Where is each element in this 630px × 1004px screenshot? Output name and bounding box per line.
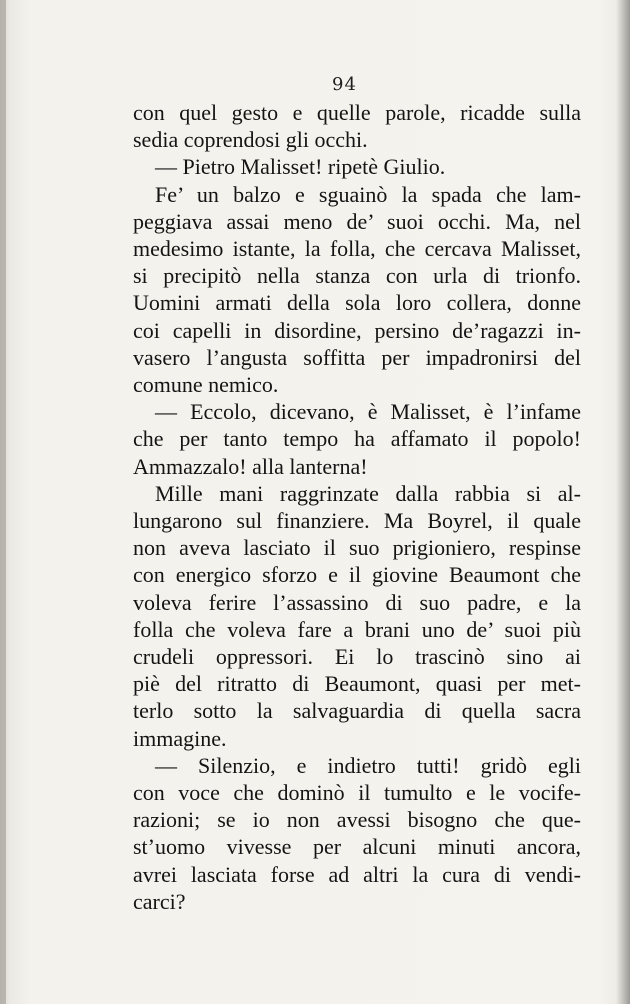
text-line: voleva ferire l’assassino di suo padre, e la xyxy=(133,589,581,615)
text-line: medesimo istante, la folla, che cercava Malisset, xyxy=(133,236,581,262)
text-line: Fe’ un balzo e sguainò la spada che lam- xyxy=(155,181,581,207)
text-line: lungarono sul finanziere. Ma Boyrel, il quale xyxy=(133,508,581,534)
text-line: peggiava assai meno de’ suoi occhi. Ma, nel xyxy=(133,208,581,234)
body-text xyxy=(133,99,581,915)
page-right-edge-shadow xyxy=(616,0,630,1004)
text-line: terlo sotto la salvaguardia di quella sacra xyxy=(133,698,581,724)
text-line: non aveva lasciato il suo prigioniero, respinse xyxy=(133,535,581,561)
text-line: si precipitò nella stanza con urla di trionfo. xyxy=(133,263,581,289)
text-line: folla che voleva fare a brani uno de’ suoi più xyxy=(133,616,581,642)
text-line: con quel gesto e quelle parole, ricadde sulla xyxy=(133,100,581,125)
text-line: — Pietro Malisset! ripetè Giulio. xyxy=(155,154,446,180)
page-number: 94 xyxy=(332,74,357,95)
text-line: razioni; se io non avessi bisogno che que- xyxy=(133,807,581,833)
text-line: Mille mani raggrinzate dalla rabbia si al- xyxy=(155,480,581,506)
text-line: crudeli oppressori. Ei lo trascinò sino ai xyxy=(133,644,581,670)
text-line: — Silenzio, e indietro tutti! gridò egli xyxy=(155,752,581,778)
text-line: st’uomo vivesse per alcuni minuti ancora, xyxy=(133,834,581,860)
text-line: vasero l’angusta soffitta per impadronirsi del xyxy=(133,344,581,370)
text-line: che per tanto tempo ha affamato il popolo! xyxy=(133,426,581,452)
text-line: avrei lasciata forse ad altri la cura di vendi- xyxy=(133,861,581,887)
text-line: Ammazzalo! alla lanterna! xyxy=(133,453,368,479)
text-line: con energico sforzo e il giovine Beaumont che xyxy=(133,562,581,588)
text-line: sedia coprendosi gli occhi. xyxy=(133,127,368,153)
text-line: coi capelli in disordine, persino de’ragazzi in- xyxy=(133,317,581,343)
page-left-edge xyxy=(0,0,6,1004)
text-line: Uomini armati della sola loro collera, donne xyxy=(133,290,581,316)
text-line: con voce che dominò il tumulto e le vocife- xyxy=(133,780,581,806)
text-line: piè del ritratto di Beaumont, quasi per met- xyxy=(133,671,581,697)
text-line: carci? xyxy=(133,888,186,914)
text-line: immagine. xyxy=(133,725,227,751)
text-line: — Eccolo, dicevano, è Malisset, è l’infame xyxy=(155,399,581,425)
text-line: comune nemico. xyxy=(133,372,279,398)
